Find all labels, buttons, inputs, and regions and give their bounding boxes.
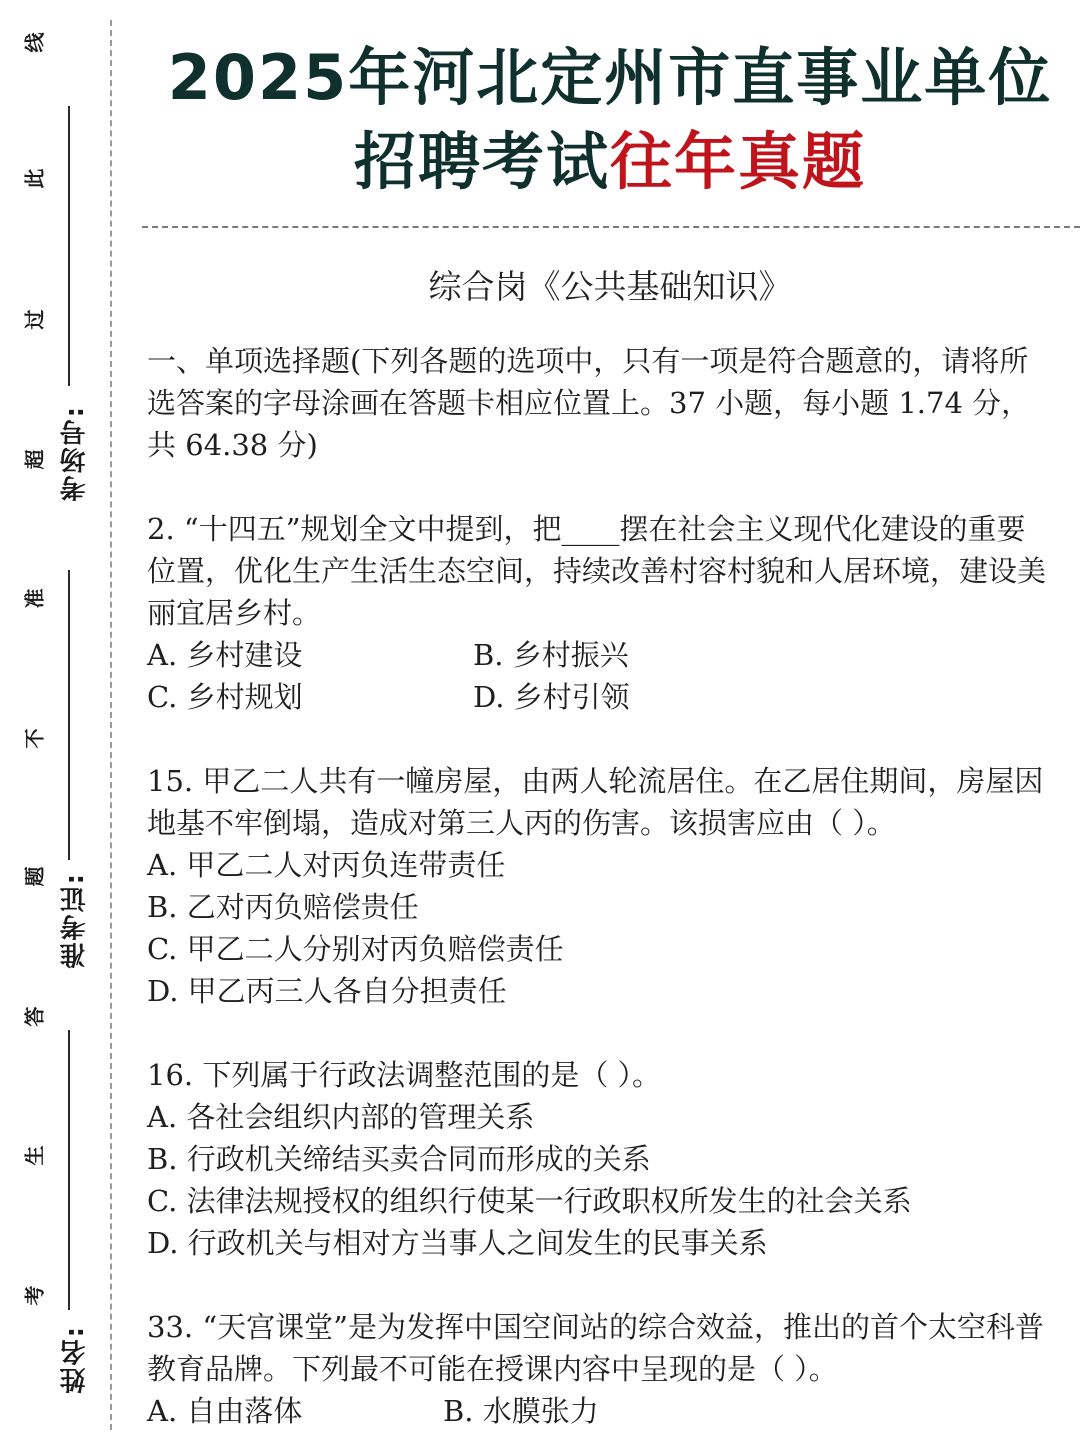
option-c: C. 甲乙二人分别对丙负赔偿责任	[147, 932, 564, 966]
option-b: B. 行政机关缔结买卖合同而形成的关系	[147, 1142, 651, 1176]
subject-heading: 综合岗《公共基础知识》	[428, 267, 792, 306]
option-a: A. 各社会组织内部的管理关系	[147, 1100, 535, 1134]
question-16	[147, 1054, 1052, 1264]
option-b: B. 乙对丙负赔偿贵任	[147, 890, 419, 924]
binding-dashed-line	[110, 20, 112, 1430]
option-a: A. 甲乙二人对丙负连带责任	[147, 848, 506, 882]
option-a: A. 乡村建设	[147, 638, 303, 672]
option-a: A. 自由落体	[147, 1394, 303, 1428]
option-d: D. 甲乙丙三人各自分担责任	[147, 974, 507, 1008]
margin-char-guo: 过	[22, 309, 47, 330]
margin-char-ci: 此	[22, 168, 47, 189]
title-black-part: 招聘考试	[353, 125, 610, 198]
name-line	[68, 1030, 70, 1310]
option-c: C. 法律法规授权的组织行使某一行政职权所发生的社会关系	[147, 1184, 912, 1218]
page-title-line1: 2025年河北定州市直事业单位	[167, 41, 1053, 114]
margin-char-xian: 线	[22, 32, 47, 53]
question-stem: 15. 甲乙二人共有一幢房屋，由两人轮流居住。在乙居住期间，房屋因地基不牢倒塌，造成对第三人丙的伤害。该损害应由（ ）。	[147, 764, 1044, 840]
question-content	[147, 340, 1052, 1432]
admission-label: 准考证:	[60, 872, 90, 969]
exam-room-line	[68, 106, 70, 386]
margin-char-sheng: 生	[22, 1145, 47, 1166]
name-label: 姓名:	[60, 1325, 90, 1394]
margin-char-chao: 超	[22, 449, 47, 470]
option-b: B. 水膜张力	[443, 1394, 599, 1428]
margin-char-zhun: 准	[22, 588, 47, 609]
title-red-part: 往年真题	[610, 125, 867, 198]
admission-line	[68, 570, 70, 860]
exam-room-label: 考场号:	[60, 405, 90, 502]
title-divider	[142, 226, 1080, 228]
option-b: B. 乡村振兴	[473, 638, 629, 672]
question-stem: 16. 下列属于行政法调整范围的是（ ）。	[147, 1058, 662, 1092]
page-title-line2	[140, 122, 1080, 202]
question-2	[147, 508, 1052, 718]
section-instructions: 一、单项选择题(下列各题的选项中，只有一项是符合题意的，请将所选答案的字母涂画在答题卡相应位置上。37 小题，每小题 1.74 分，共 64.38 分)	[147, 344, 1031, 462]
binding-margin	[18, 0, 48, 1443]
question-stem: 2. “十四五”规划全文中提到，把____摆在社会主义现代化建设的重要位置，优化生产生活生态空间，持续改善村容村貌和人居环境，建设美丽宜居乡村。	[147, 512, 1047, 630]
question-15	[147, 760, 1052, 1012]
option-d: D. 乡村引领	[473, 680, 630, 714]
margin-char-bu: 不	[22, 728, 47, 749]
margin-char-da: 答	[22, 1006, 47, 1027]
question-stem: 33. “天宫课堂”是为发挥中国空间站的综合效益，推出的首个太空科普教育品牌。下列最不可能在授课内容中呈现的是（ ）。	[147, 1310, 1044, 1386]
option-d: D. 行政机关与相对方当事人之间发生的民事关系	[147, 1226, 768, 1260]
question-33	[147, 1306, 1052, 1432]
option-c: C. 乡村规划	[147, 680, 303, 714]
margin-char-ti: 题	[22, 866, 47, 887]
margin-char-kao: 考	[22, 1285, 47, 1306]
